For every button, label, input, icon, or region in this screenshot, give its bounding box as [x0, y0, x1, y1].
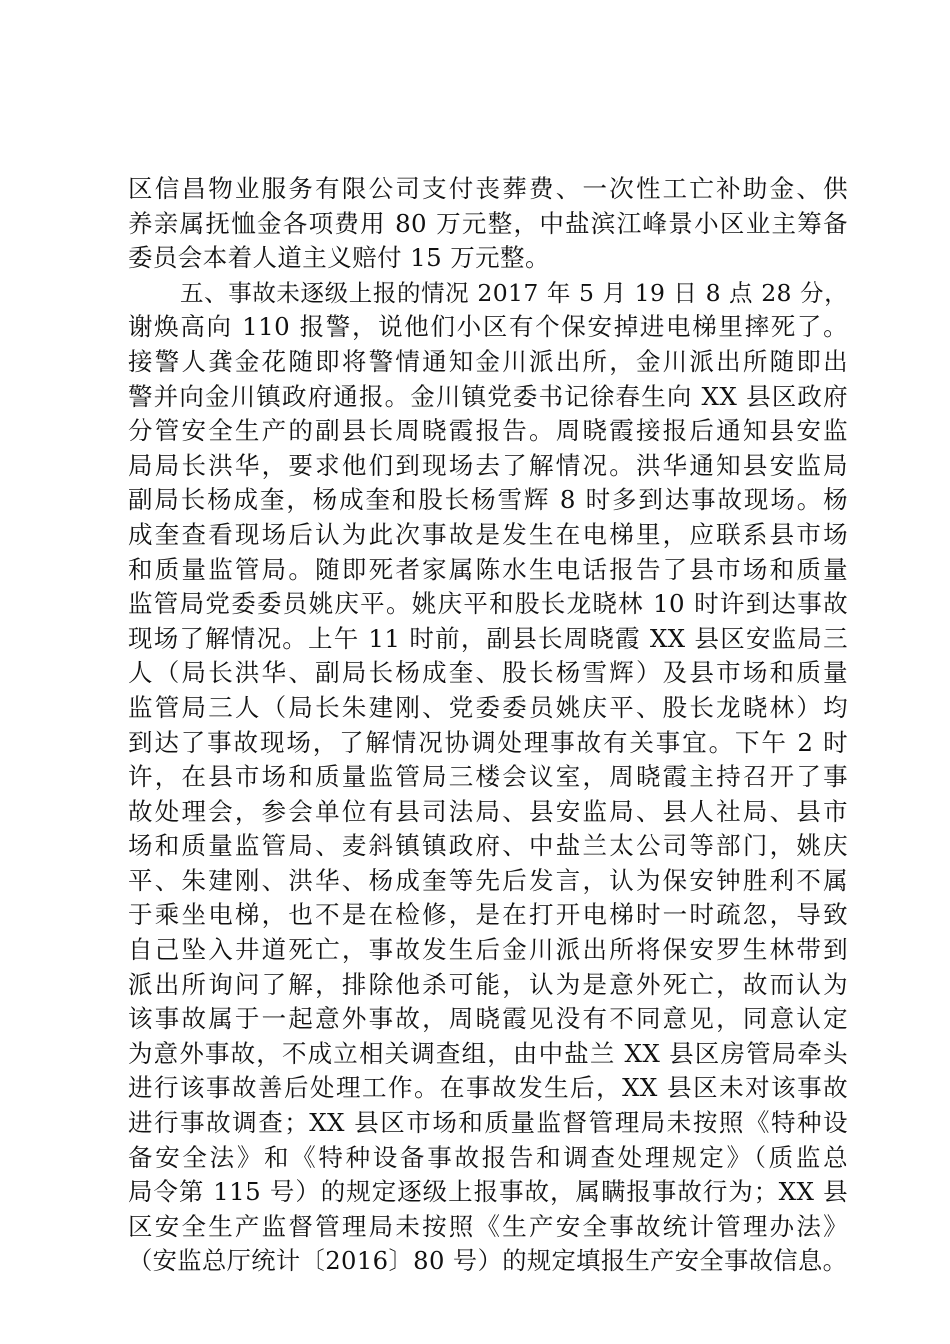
text-line: 养亲属抚恤金各项费用 80 万元整，中盐滨江峰景小区业主筹备: [128, 208, 848, 238]
text-line: 到达了事故现场，了解情况协调处理事故有关事宜。下午 2 时: [128, 727, 848, 757]
text-line: 派出所询问了解，排除他杀可能，认为是意外死亡，故而认为: [128, 969, 848, 999]
text-line: 现场了解情况。上午 11 时前，副县长周晓霞 XX 县区安监局三: [128, 623, 848, 653]
document-body: [128, 172, 848, 1279]
text-line: 成奎查看现场后认为此次事故是发生在电梯里，应联系县市场: [128, 519, 848, 549]
text-line: 区安全生产监督管理局未按照《生产安全事故统计管理办法》: [128, 1211, 848, 1241]
text-line: 场和质量监管局、麦斜镇镇政府、中盐兰太公司等部门，姚庆: [128, 831, 848, 861]
text-line: 谢焕高向 110 报警，说他们小区有个保安掉进电梯里摔死了。: [128, 312, 848, 342]
text-line: （安监总厅统计〔2016〕80 号）的规定填报生产安全事故信息。: [128, 1246, 848, 1276]
text-line: 监管局三人（局长朱建刚、党委委员姚庆平、股长龙晓林）均: [128, 692, 848, 722]
section-five-heading-line: 五、事故未逐级上报的情况 2017 年 5 月 19 日 8 点 28 分，: [180, 278, 848, 307]
text-line: 为意外事故，不成立相关调查组，由中盐兰 XX 县区房管局牵头: [128, 1038, 848, 1068]
text-line: 故处理会，参会单位有县司法局、县安监局、县人社局、县市: [128, 796, 848, 826]
text-line: 该事故属于一起意外事故，周晓霞见没有不同意见，同意认定: [128, 1004, 848, 1034]
text-line: 许，在县市场和质量监管局三楼会议室，周晓霞主持召开了事: [128, 762, 848, 792]
text-line: 人（局长洪华、副局长杨成奎、股长杨雪辉）及县市场和质量: [128, 658, 848, 688]
text-line: 区信昌物业服务有限公司支付丧葬费、一次性工亡补助金、供: [128, 174, 848, 203]
text-line: 副局长杨成奎，杨成奎和股长杨雪辉 8 时多到达事故现场。杨: [128, 485, 848, 515]
text-line: 平、朱建刚、洪华、杨成奎等先后发言，认为保安钟胜利不属: [128, 865, 848, 895]
text-line: 备安全法》和《特种设备事故报告和调查处理规定》（质监总: [128, 1142, 848, 1172]
text-line: 进行该事故善后处理工作。在事故发生后，XX 县区未对该事故: [128, 1073, 848, 1103]
text-line: 自己坠入井道死亡，事故发生后金川派出所将保安罗生林带到: [128, 935, 848, 965]
text-line: 局令第 115 号）的规定逐级上报事故，属瞒报事故行为；XX 县: [128, 1177, 848, 1207]
text-line: 进行事故调查；XX 县区市场和质量监督管理局未按照《特种设: [128, 1108, 848, 1138]
text-line: 接警人龚金花随即将警情通知金川派出所，金川派出所随即出: [128, 346, 848, 376]
text-line: 于乘坐电梯，也不是在检修，是在打开电梯时一时疏忽，导致: [128, 900, 848, 930]
text-line: 局局长洪华，要求他们到现场去了解情况。洪华通知县安监局: [128, 450, 848, 480]
text-line: 分管安全生产的副县长周晓霞报告。周晓霞接报后通知县安监: [128, 416, 848, 446]
text-line: 警并向金川镇政府通报。金川镇党委书记徐春生向 XX 县区政府: [128, 381, 848, 411]
text-line: 委员会本着人道主义赔付 15 万元整。: [128, 243, 550, 273]
text-line: 和质量监管局。随即死者家属陈水生电话报告了县市场和质量: [128, 554, 848, 584]
text-line: 监管局党委委员姚庆平。姚庆平和股长龙晓林 10 时许到达事故: [128, 589, 848, 619]
